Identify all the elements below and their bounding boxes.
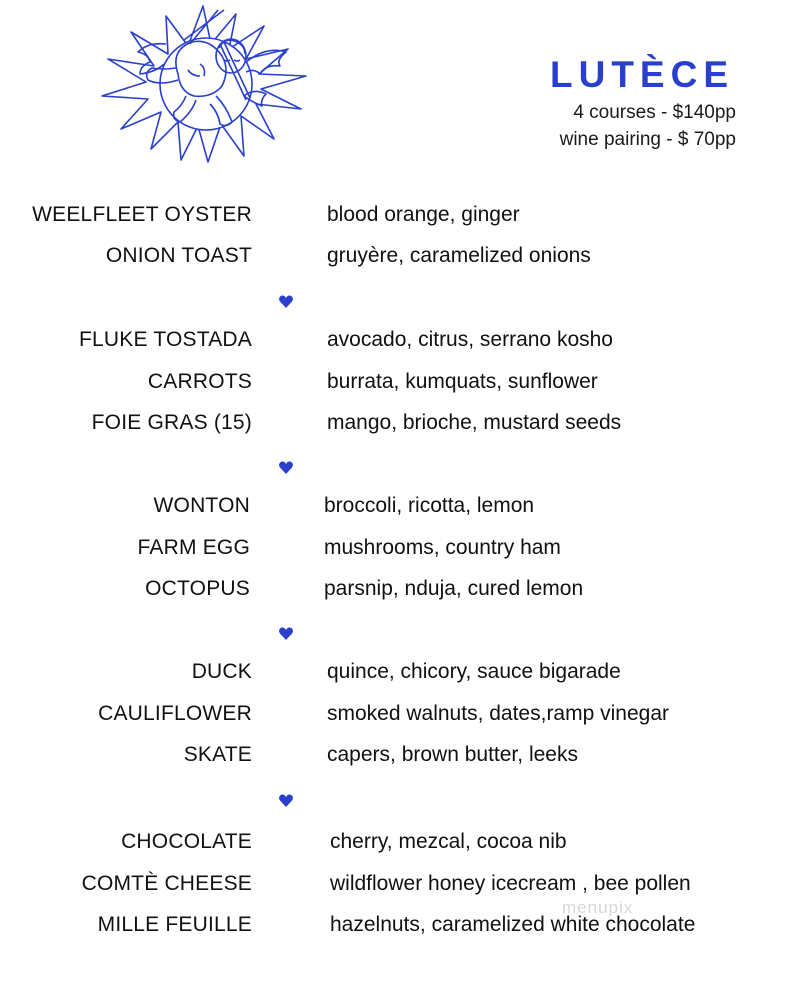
dish-description: burrata, kumquats, sunflower: [327, 370, 598, 393]
dish-name: WONTON: [153, 494, 250, 517]
dish-name: WEELFLEET OYSTER: [32, 203, 252, 226]
dish-name: OCTOPUS: [145, 577, 250, 600]
menu-item: [0, 244, 792, 274]
dish-name: CAULIFLOWER: [98, 702, 252, 725]
dish-name: FOIE GRAS (15): [91, 411, 252, 434]
menu-item: [0, 830, 792, 860]
watermark: menupix: [562, 898, 634, 917]
dish-description: hazelnuts, caramelized white chocolate: [330, 913, 696, 936]
dish-name: ONION TOAST: [105, 244, 252, 267]
dish-name: MILLE FEUILLE: [97, 913, 252, 936]
dish-description: broccoli, ricotta, lemon: [324, 494, 535, 517]
menu-item: [0, 660, 792, 690]
dish-name: COMTÈ CHEESE: [81, 872, 252, 895]
dish-description: wildflower honey icecream , bee pollen: [330, 872, 691, 895]
menu-item: [0, 743, 792, 773]
menu-item: [0, 913, 792, 943]
dish-description: gruyère, caramelized onions: [327, 244, 591, 267]
menu-item: [0, 494, 792, 524]
dish-name: SKATE: [183, 743, 252, 766]
dish-description: blood orange, ginger: [327, 203, 520, 226]
dish-description: mushrooms, country ham: [324, 536, 561, 559]
dish-description: parsnip, nduja, cured lemon: [324, 577, 584, 600]
dish-description: smoked walnuts, dates,ramp vinegar: [327, 702, 669, 725]
dish-description: cherry, mezcal, cocoa nib: [330, 830, 567, 853]
dish-name: DUCK: [191, 660, 252, 683]
dish-name: FARM EGG: [137, 536, 250, 559]
menu-item: [0, 536, 792, 566]
price-courses: 4 courses - $140pp: [573, 102, 736, 123]
dish-name: CARROTS: [147, 370, 252, 393]
menu-item: [0, 411, 792, 441]
dish-description: quince, chicory, sauce bigarade: [327, 660, 621, 683]
heart-icon: [278, 460, 294, 476]
heart-icon: [278, 626, 294, 642]
cherub-sunburst-logo: [96, 4, 310, 164]
heart-icon: [278, 294, 294, 310]
dish-description: avocado, citrus, serrano kosho: [327, 328, 613, 351]
menu-item: [0, 370, 792, 400]
heart-icon: [278, 793, 294, 809]
price-wine-pairing: wine pairing - $ 70pp: [559, 129, 736, 150]
menu-item: [0, 328, 792, 358]
restaurant-title: LUTÈCE: [550, 54, 734, 95]
dish-description: mango, brioche, mustard seeds: [327, 411, 622, 434]
dish-description: capers, brown butter, leeks: [327, 743, 578, 766]
menu-item: [0, 872, 792, 902]
menu-item: [0, 203, 792, 233]
dish-name: CHOCOLATE: [121, 830, 252, 853]
dish-name: FLUKE TOSTADA: [79, 328, 252, 351]
menu-item: [0, 702, 792, 732]
menu-item: [0, 577, 792, 607]
